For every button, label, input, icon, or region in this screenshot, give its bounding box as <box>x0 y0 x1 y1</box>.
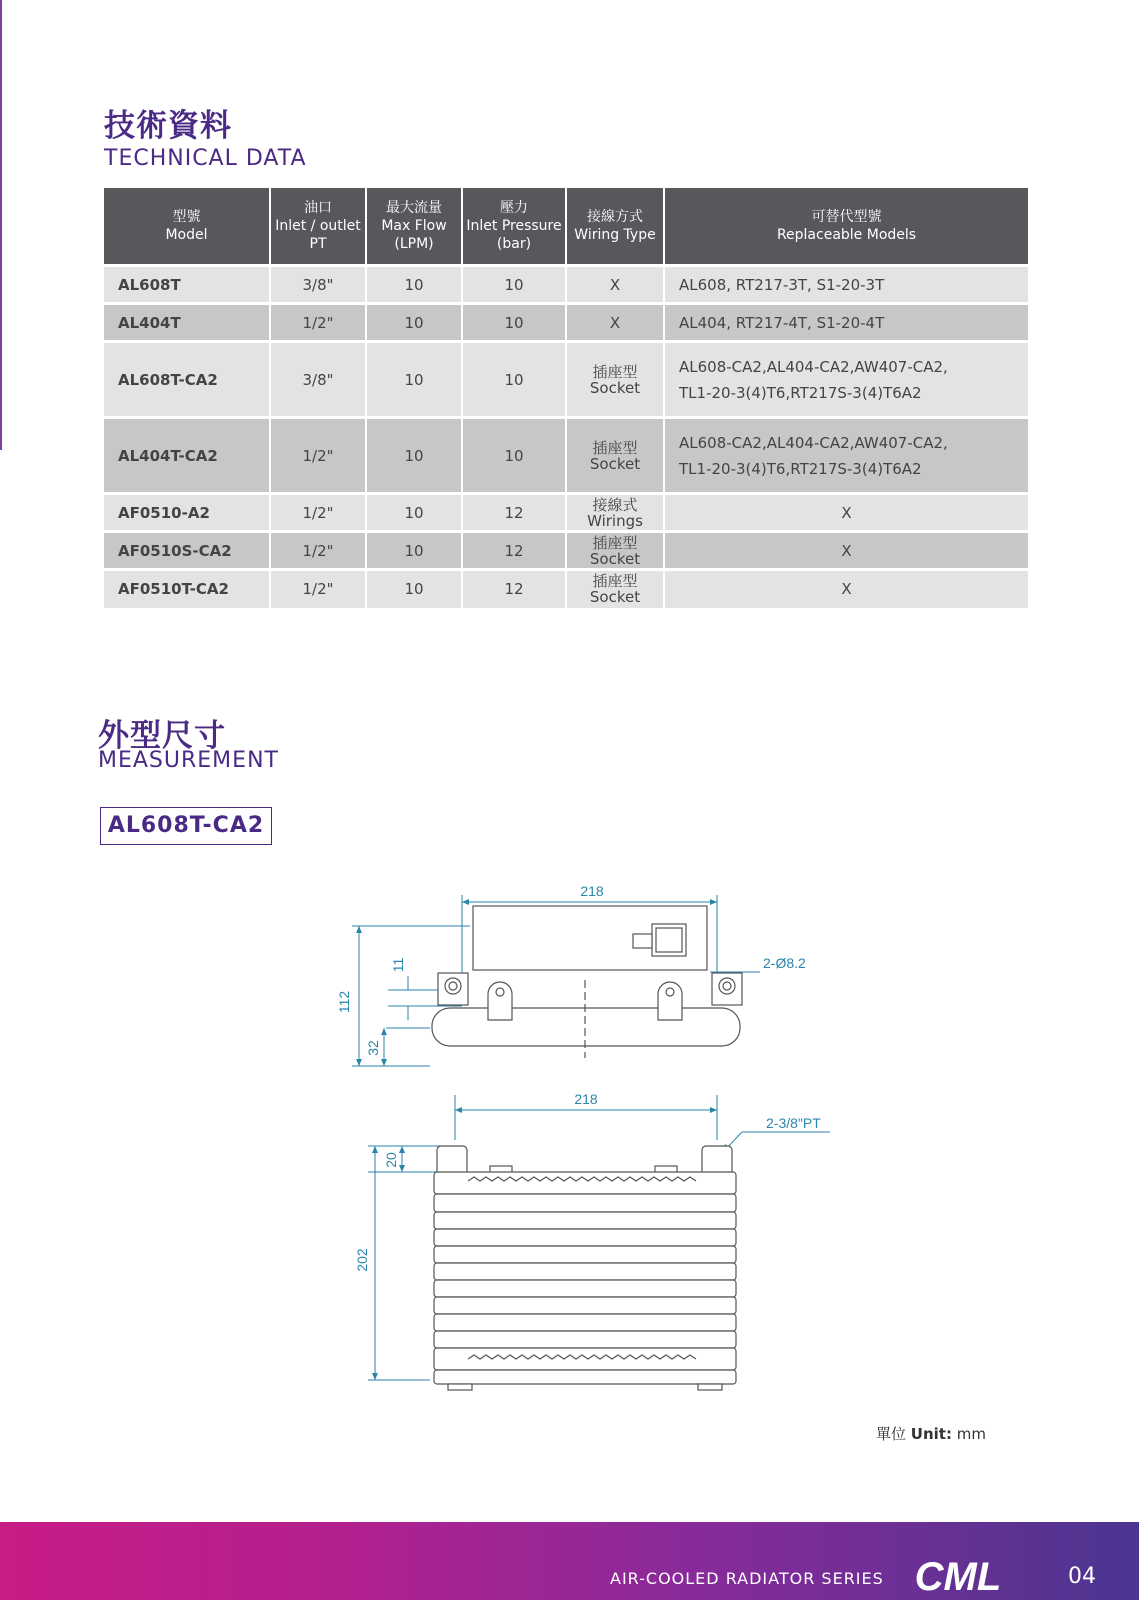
header-flow: 最大流量 Max Flow (LPM) <box>366 188 462 266</box>
table-row <box>104 570 1028 608</box>
cell-port: 3/8" <box>270 342 366 418</box>
cell-pressure: 12 <box>462 570 566 608</box>
header-replaceable: 可替代型號 Replaceable Models <box>664 188 1028 266</box>
dim-top-width: 218 <box>580 883 604 899</box>
model-label-box: AL608T-CA2 <box>100 807 272 845</box>
cell-replaceable: AL608-CA2,AL404-CA2,AW407-CA2, TL1-20-3(4)T6,RT217S-3(4)T6A2 <box>664 418 1028 494</box>
page-number: 04 <box>1068 1564 1096 1589</box>
measure-title-en: MEASUREMENT <box>98 748 279 773</box>
socket-icon <box>652 924 686 956</box>
left-edge-rule <box>0 0 2 450</box>
table-row <box>104 418 1028 494</box>
cell-wiring: X <box>566 266 664 304</box>
cell-flow: 10 <box>366 304 462 342</box>
cell-flow: 10 <box>366 266 462 304</box>
tech-title-en: TECHNICAL DATA <box>104 146 307 171</box>
dim-offset-32: 32 <box>365 1040 381 1056</box>
tech-title-zh: 技術資料 <box>104 108 232 144</box>
cell-port: 1/2" <box>270 532 366 570</box>
table-row <box>104 532 1028 570</box>
cell-wiring: X <box>566 304 664 342</box>
cell-flow: 10 <box>366 342 462 418</box>
table-row <box>104 266 1028 304</box>
dim-front-height: 202 <box>354 1248 370 1272</box>
foot-right <box>698 1384 722 1390</box>
unit-note: 單位 Unit: mm <box>876 1425 986 1443</box>
cell-replaceable: AL608, RT217-3T, S1-20-3T <box>664 266 1028 304</box>
cell-replaceable: AL404, RT217-4T, S1-20-4T <box>664 304 1028 342</box>
dim-front-20: 20 <box>383 1152 399 1168</box>
header-port: 油口 Inlet / outlet PT <box>270 188 366 266</box>
cell-pressure: 10 <box>462 266 566 304</box>
tech-data-table <box>104 188 1028 608</box>
cell-model: AL404T <box>104 304 270 342</box>
cell-port: 1/2" <box>270 494 366 532</box>
top-view-base <box>432 1008 740 1046</box>
cell-model: AL608T <box>104 266 270 304</box>
footer-band <box>0 1522 1139 1600</box>
cell-flow: 10 <box>366 570 462 608</box>
dim-total-height: 112 <box>336 990 352 1014</box>
table-header-row <box>104 188 1028 266</box>
header-wiring: 接線方式 Wiring Type <box>566 188 664 266</box>
cell-flow: 10 <box>366 532 462 570</box>
cell-port: 3/8" <box>270 266 366 304</box>
cell-model: AF0510-A2 <box>104 494 270 532</box>
cell-port: 1/2" <box>270 418 366 494</box>
cell-replaceable: X <box>664 570 1028 608</box>
series-name: AIR-COOLED RADIATOR SERIES <box>610 1569 884 1588</box>
cell-flow: 10 <box>366 418 462 494</box>
cell-model: AF0510T-CA2 <box>104 570 270 608</box>
cell-wiring: 插座型 Socket <box>566 418 664 494</box>
cell-port: 1/2" <box>270 304 366 342</box>
cell-wiring: 插座型 Socket <box>566 532 664 570</box>
svg-text:CML: CML <box>914 1555 1002 1598</box>
cell-pressure: 10 <box>462 418 566 494</box>
dim-offset-11: 11 <box>390 957 406 973</box>
table-row <box>104 342 1028 418</box>
cell-port: 1/2" <box>270 570 366 608</box>
cell-wiring: 插座型 Socket <box>566 570 664 608</box>
cell-model: AF0510S-CA2 <box>104 532 270 570</box>
cell-pressure: 12 <box>462 494 566 532</box>
measure-title-zh: 外型尺寸 <box>98 718 226 754</box>
cell-pressure: 10 <box>462 304 566 342</box>
cml-logo <box>898 1554 1018 1598</box>
cell-wiring: 插座型 Socket <box>566 342 664 418</box>
header-pressure: 壓力 Inlet Pressure (bar) <box>462 188 566 266</box>
cell-model: AL608T-CA2 <box>104 342 270 418</box>
front-view <box>434 1146 736 1390</box>
cell-replaceable: X <box>664 532 1028 570</box>
cell-model: AL404T-CA2 <box>104 418 270 494</box>
table-row <box>104 494 1028 532</box>
dim-front-width: 218 <box>574 1091 598 1107</box>
cell-replaceable: AL608-CA2,AL404-CA2,AW407-CA2, TL1-20-3(4)T6,RT217S-3(4)T6A2 <box>664 342 1028 418</box>
dimension-drawing <box>330 870 850 1400</box>
cell-wiring: 接線式 Wirings <box>566 494 664 532</box>
table-row <box>104 304 1028 342</box>
dim-holes: 2-Ø8.2 <box>763 955 806 971</box>
cell-pressure: 12 <box>462 532 566 570</box>
cell-replaceable: X <box>664 494 1028 532</box>
cell-flow: 10 <box>366 494 462 532</box>
foot-left <box>448 1384 472 1390</box>
dim-ports: 2-3/8"PT <box>766 1115 821 1131</box>
header-model: 型號 Model <box>104 188 270 266</box>
cell-pressure: 10 <box>462 342 566 418</box>
top-view <box>432 906 742 1058</box>
